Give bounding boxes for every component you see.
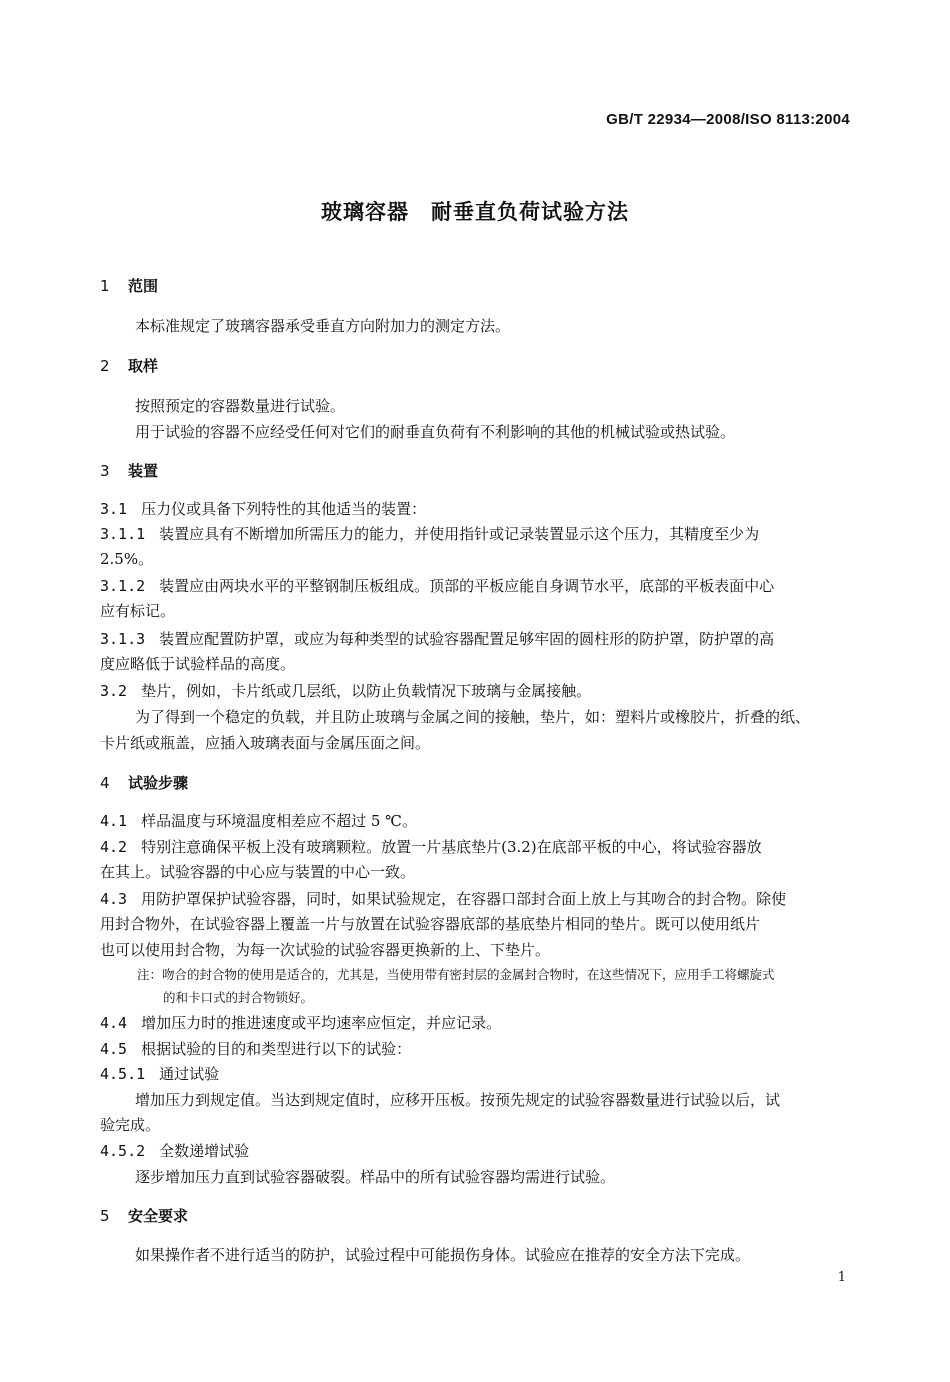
section-5-paragraph: 如果操作者不进行适当的防护，试验过程中可能损伤身体。试验应在推荐的安全方法下完成。 (135, 1246, 751, 1264)
clause-3-2: 3.2 垫片，例如，卡片纸或几层纸，以防止负载情况下玻璃与金属接触。 (100, 682, 592, 700)
title-part-1: 玻璃容器 (321, 200, 409, 224)
section-heading-2: 2 取样 (100, 357, 159, 375)
page-title (0, 196, 950, 226)
clause-4-3: 4.3 用防护罩保护试验容器，同时，如果试验规定，在容器口部封合面上放上与其吻合的封合物。除使 (100, 890, 787, 908)
section-2-paragraph-1: 按照预定的容器数量进行试验。 (135, 397, 346, 415)
section-2-paragraph-2: 用于试验的容器不应经受任何对它们的耐垂直负荷有不利影响的其他的机械试验或热试验。 (135, 423, 736, 441)
note-text-cont: 的和卡口式的封合物锁好。 (163, 990, 314, 1005)
clause-3-1-2-cont: 应有标记。 (100, 602, 176, 620)
clause-4-3-cont-2: 也可以使用封合物，为每一次试验的试验容器更换新的上、下垫片。 (100, 941, 551, 959)
clause-4-5-2: 4.5.2 全数递增试验 (100, 1142, 250, 1160)
clause-4-2-cont: 在其上。试验容器的中心应与装置的中心一致。 (100, 863, 416, 881)
clause-4-5: 4.5 根据试验的目的和类型进行以下的试验： (100, 1040, 412, 1058)
clause-3-1-3-cont: 度应略低于试验样品的高度。 (100, 655, 296, 673)
section-heading-4: 4 试验步骤 (100, 774, 189, 792)
clause-3-2-paragraph: 为了得到一个稳定的负载，并且防止玻璃与金属之间的接触，垫片，如：塑料片或橡胶片，折叠的纸、 (135, 708, 811, 726)
clause-3-2-paragraph-cont: 卡片纸或瓶盖，应插入玻璃表面与金属压面之间。 (100, 734, 431, 752)
clause-4-5-1-paragraph: 增加压力到规定值。当达到规定值时，应移开压板。按预先规定的试验容器数量进行试验以后，试 (135, 1091, 781, 1109)
section-heading-5: 5 安全要求 (100, 1207, 189, 1225)
section-1-paragraph: 本标准规定了玻璃容器承受垂直方向附加力的测定方法。 (135, 317, 511, 335)
clause-4-1: 4.1 样品温度与环境温度相差应不超过 5 ℃。 (100, 812, 417, 830)
clause-4-5-1: 4.5.1 通过试验 (100, 1065, 220, 1083)
clause-4-2: 4.2 特别注意确保平板上没有玻璃颗粒。放置一片基底垫片(3.2)在底部平板的中心，将试验容器放 (100, 838, 762, 856)
clause-4-5-1-paragraph-cont: 验完成。 (100, 1116, 161, 1134)
clause-3-1: 3.1 压力仪或具备下列特性的其他适当的装置： (100, 500, 427, 518)
clause-4-3-cont-1: 用封合物外，在试验容器上覆盖一片与放置在试验容器底部的基底垫片相同的垫片。既可以使用纸片 (100, 915, 761, 933)
clause-3-1-1-cont: 2.5%。 (100, 550, 154, 568)
clause-4-5-2-paragraph: 逐步增加压力直到试验容器破裂。样品中的所有试验容器均需进行试验。 (135, 1168, 616, 1186)
standard-code: GB/T 22934—2008/ISO 8113:2004 (606, 111, 850, 128)
section-heading-1: 1 范围 (100, 277, 159, 295)
title-part-2: 耐垂直负荷试验方法 (431, 200, 629, 224)
section-heading-3: 3 装置 (100, 462, 159, 480)
clause-3-1-2: 3.1.2 装置应由两块水平的平整钢制压板组成。顶部的平板应能自身调节水平，底部的平板表面中心 (100, 577, 775, 595)
page-number: 1 (837, 1270, 846, 1285)
clause-3-1-1: 3.1.1 装置应具有不断增加所需压力的能力，并使用指针或记录装置显示这个压力，其精度至少为 (100, 525, 760, 543)
clause-3-1-3: 3.1.3 装置应配置防护罩，或应为每种类型的试验容器配置足够牢固的圆柱形的防护罩，防护罩的高 (100, 630, 775, 648)
clause-4-4: 4.4 增加压力时的推进速度或平均速率应恒定，并应记录。 (100, 1014, 502, 1032)
note-text: 注：吻合的封合物的使用是适合的，尤其是，当使用带有密封层的金属封合物时，在这些情况下，应用手工将螺旋式 (137, 967, 775, 982)
